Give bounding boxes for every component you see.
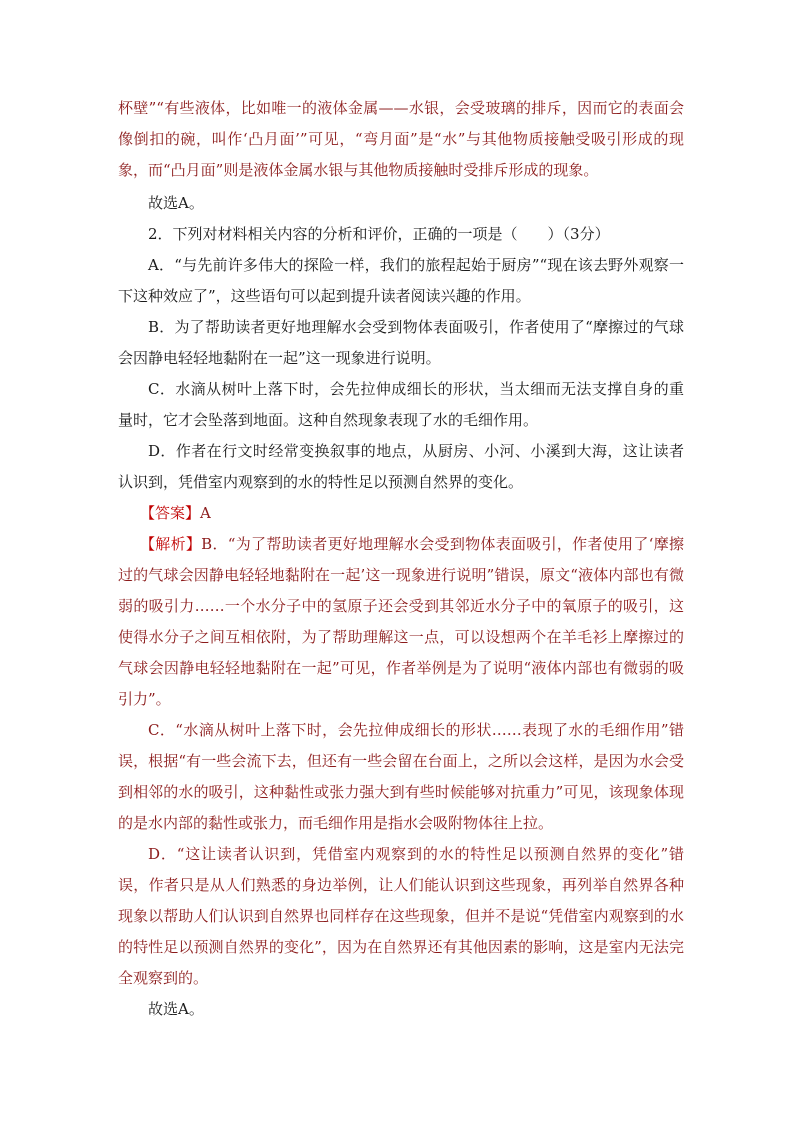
answer-line bbox=[118, 498, 684, 529]
choice-conclusion-2: 故选A。 bbox=[148, 1000, 204, 1018]
analysis-b-text: B．“为了帮助读者更好地理解水会受到物体表面吸引，作者使用了‘摩擦过的气球会因静电轻轻地黏附在一起’这一现象进行说明”错误，原文“液体内部也有微弱的吸引力……一个水分子中的氢原子还会受到其邻近水分子中的氧原子的吸引，这使得水分子之间互相依附，为了帮助理解这一点，可以设想两个在羊毛衫上摩擦过的气球会因静电轻轻地黏附在一起”可见，作者举例是为了说明“液体内部也有微弱的吸引力”。 bbox=[118, 535, 684, 708]
option-b: B．为了帮助读者更好地理解水会受到物体表面吸引，作者使用了“摩擦过的气球会因静电轻轻地黏附在一起”这一现象进行说明。 bbox=[118, 318, 684, 367]
choice-conclusion-1: 故选A。 bbox=[148, 194, 204, 212]
analysis-label: 【解析】 bbox=[140, 535, 202, 553]
analysis-c: C．“水滴从树叶上落下时，会先拉伸成细长的形状……表现了水的毛细作用”错误，根据“有一些会流下去，但还有一些会留在台面上，之所以会这样，是因为水会受到相邻的水的吸引，这种黏性或张力强大到有些时候能够对抗重力”可见，该现象体现的是水内部的黏性或张力，而毛细作用是指水会吸附物体往上拉。 bbox=[118, 721, 684, 832]
analysis-b bbox=[118, 529, 684, 715]
question-stem: 2．下列对材料相关内容的分析和评价，正确的一项是（ ）（3分） bbox=[148, 225, 610, 243]
option-d: D．作者在行文时经常变换叙事的地点，从厨房、小河、小溪到大海，这让读者认识到，凭借室内观察到的水的特性足以预测自然界的变化。 bbox=[118, 442, 684, 491]
answer-value: A bbox=[200, 504, 211, 522]
option-c: C．水滴从树叶上落下时，会先拉伸成细长的形状，当太细而无法支撑自身的重量时，它才会坠落到地面。这种自然现象表现了水的毛细作用。 bbox=[118, 380, 684, 429]
answer-label: 【答案】 bbox=[140, 504, 201, 522]
analysis-d: D．“这让读者认识到，凭借室内观察到的水的特性足以预测自然界的变化”错误，作者只是从人们熟悉的身边举例，让人们能认识到这些现象，再列举自然界各种现象以帮助人们认识到自然界也同样存在这些现象，但并不是说“凭借室内观察到的水的特性足以预测自然界的变化”，因为在自然界还有其他因素的影响，这是室内无法完全观察到的。 bbox=[118, 845, 684, 987]
continuation-paragraph: 杯壁”“有些液体，比如唯一的液体金属——水银，会受玻璃的排斥，因而它的表面会像倒扣的碗，叫作‘凸月面’”可见，“弯月面”是“水”与其他物质接触受吸引形成的现象，而“凸月面”则是液体金属水银与其他物质接触时受排斥形成的现象。 bbox=[118, 99, 684, 179]
document-page bbox=[118, 93, 684, 1025]
option-a: A．“与先前许多伟大的探险一样，我们的旅程起始于厨房”“现在该去野外观察一下这种效应了”，这些语句可以起到提升读者阅读兴趣的作用。 bbox=[118, 256, 684, 305]
